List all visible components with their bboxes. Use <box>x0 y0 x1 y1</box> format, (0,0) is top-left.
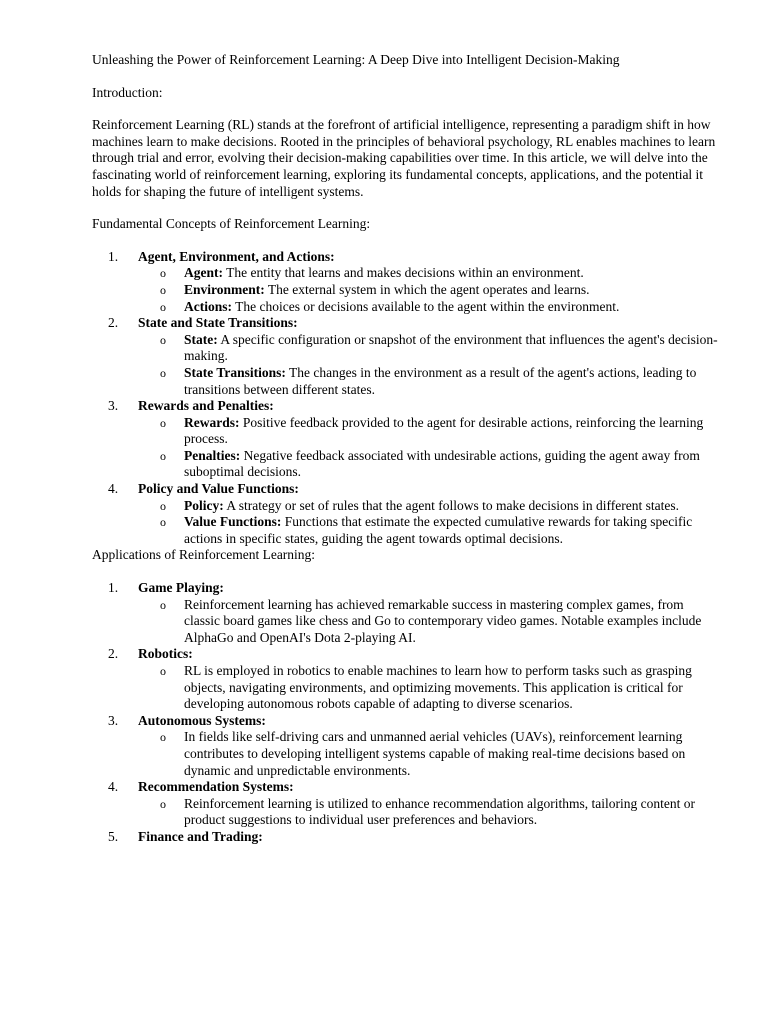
application-item-title: Robotics: <box>138 646 193 662</box>
sub-list-item <box>138 729 722 779</box>
bullet-icon: o <box>160 299 166 314</box>
sub-list-item <box>138 365 722 398</box>
concept-item <box>92 249 722 315</box>
application-item <box>92 580 722 646</box>
sub-list-item <box>138 514 722 547</box>
concept-item <box>92 315 722 398</box>
bullet-icon: o <box>160 282 166 297</box>
bullet-icon: o <box>160 664 166 678</box>
document-title: Unleashing the Power of Reinforcement Learning: A Deep Dive into Intelligent Decision-Making <box>92 52 620 67</box>
sub-list-item <box>138 415 722 448</box>
bullet-icon: o <box>160 415 166 430</box>
sub-list-item <box>138 597 722 647</box>
list-number: 2. <box>108 646 119 662</box>
term-description: Negative feedback associated with undesirable actions, guiding the agent away from suboptimal decisions. <box>184 447 700 480</box>
application-item <box>92 829 722 846</box>
list-number: 1. <box>108 580 119 596</box>
term-label: State Transitions: <box>184 364 286 380</box>
application-item <box>92 779 722 829</box>
sub-list-item <box>138 448 722 481</box>
term-description: The changes in the environment as a result of the agent's actions, leading to transitions between different states. <box>184 364 697 397</box>
term-description: Functions that estimate the expected cumulative rewards for taking specific actions in specific states, guiding the agent towards optimal decisions. <box>184 514 693 546</box>
term-label: Policy: <box>184 497 224 513</box>
applications-list <box>92 580 722 846</box>
term-description: The entity that learns and makes decisions within an environment. <box>223 265 584 281</box>
application-item <box>92 713 722 779</box>
list-number: 4. <box>108 481 119 497</box>
bullet-icon: o <box>160 796 166 811</box>
bullet-icon: o <box>160 730 166 745</box>
term-label: Actions: <box>184 298 232 314</box>
term-description: Reinforcement learning has achieved remarkable success in mastering complex games, from classic board games like chess and Go to contemporary video games. Notable examples include AlphaGo and OpenAI's Dota 2-playing AI. <box>184 596 702 645</box>
bullet-icon: o <box>160 597 166 612</box>
bullet-icon: o <box>160 266 166 281</box>
concept-item-title: Agent, Environment, and Actions: <box>138 248 335 264</box>
list-number: 2. <box>108 315 119 331</box>
sub-list-item <box>138 299 722 316</box>
bullet-icon: o <box>160 498 166 513</box>
concept-item-title: Policy and Value Functions: <box>138 481 299 497</box>
term-label: Rewards: <box>184 414 240 430</box>
sub-list <box>138 498 722 548</box>
term-description: The external system in which the agent operates and learns. <box>264 281 590 297</box>
term-label: Agent: <box>184 265 223 281</box>
term-description: A specific configuration or snapshot of the environment that influences the agent's decision-making. <box>184 331 718 364</box>
term-description: Reinforcement learning is utilized to enhance recommendation algorithms, tailoring content or product suggestions to individual user preferences and behaviors. <box>184 795 695 828</box>
application-item-title: Game Playing: <box>138 580 224 596</box>
concept-item-title: State and State Transitions: <box>138 315 298 331</box>
sub-list-item <box>138 332 722 365</box>
concept-item <box>92 398 722 481</box>
sub-list <box>138 597 722 647</box>
sub-list <box>138 729 722 779</box>
term-label: State: <box>184 331 218 347</box>
list-number: 3. <box>108 398 119 414</box>
applications-heading: Applications of Reinforcement Learning: <box>92 547 316 563</box>
concept-item <box>92 481 722 547</box>
application-item-title: Recommendation Systems: <box>138 779 294 795</box>
intro-paragraph: Reinforcement Learning (RL) stands at the forefront of artificial intelligence, representing a paradigm shift in how machines learn to make decisions. Rooted in the principles of behavioral psychology, RL enables machines to learn through trial and error, evolving their decision-making capabilities over time. In this article, we will delve into the fascinating world of reinforcement learning, exploring its fundamental concepts, applications, and the potential it holds for shaping the future of intelligent systems. <box>92 117 716 199</box>
bullet-icon: o <box>160 365 166 380</box>
application-item-title: Autonomous Systems: <box>138 712 266 728</box>
sub-list-item <box>138 663 722 713</box>
intro-heading: Introduction: <box>92 84 163 100</box>
concept-item-title: Rewards and Penalties: <box>138 398 274 414</box>
sub-list-item <box>138 282 722 299</box>
sub-list-item <box>138 796 722 829</box>
bullet-icon: o <box>160 448 166 463</box>
term-description: In fields like self-driving cars and unmanned aerial vehicles (UAVs), reinforcement learning contributes to developing intelligent systems capable of making real-time decisions based on dynamic and unpredictable environments. <box>184 729 686 778</box>
term-description: The choices or decisions available to the agent within the environment. <box>232 298 620 314</box>
application-item-title: Finance and Trading: <box>138 828 263 844</box>
sub-list-item <box>138 265 722 282</box>
concepts-list <box>92 249 722 548</box>
term-label: Value Functions: <box>184 514 282 530</box>
term-label: Environment: <box>184 281 265 297</box>
sub-list <box>138 415 722 481</box>
bullet-icon: o <box>160 515 166 530</box>
list-number: 3. <box>108 712 119 728</box>
term-description: Positive feedback provided to the agent for desirable actions, reinforcing the learning process. <box>184 414 704 447</box>
concepts-heading: Fundamental Concepts of Reinforcement Learning: <box>92 216 371 232</box>
list-number: 1. <box>108 248 119 264</box>
list-number: 4. <box>108 779 119 795</box>
term-description: A strategy or set of rules that the agent follows to make decisions in different states. <box>223 497 680 513</box>
list-number: 5. <box>108 828 119 844</box>
term-description: RL is employed in robotics to enable machines to learn how to perform tasks such as grasping objects, navigating environments, and optimizing movements. This application is critical for developing autonomous robots capable of adapting to diverse scenarios. <box>184 663 692 712</box>
sub-list <box>138 332 722 398</box>
bullet-icon: o <box>160 332 166 347</box>
sub-list-item <box>138 498 722 515</box>
sub-list <box>138 663 722 713</box>
document-page <box>92 52 722 846</box>
sub-list <box>138 796 722 829</box>
application-item <box>92 646 722 712</box>
term-label: Penalties: <box>184 447 241 463</box>
sub-list <box>138 265 722 315</box>
